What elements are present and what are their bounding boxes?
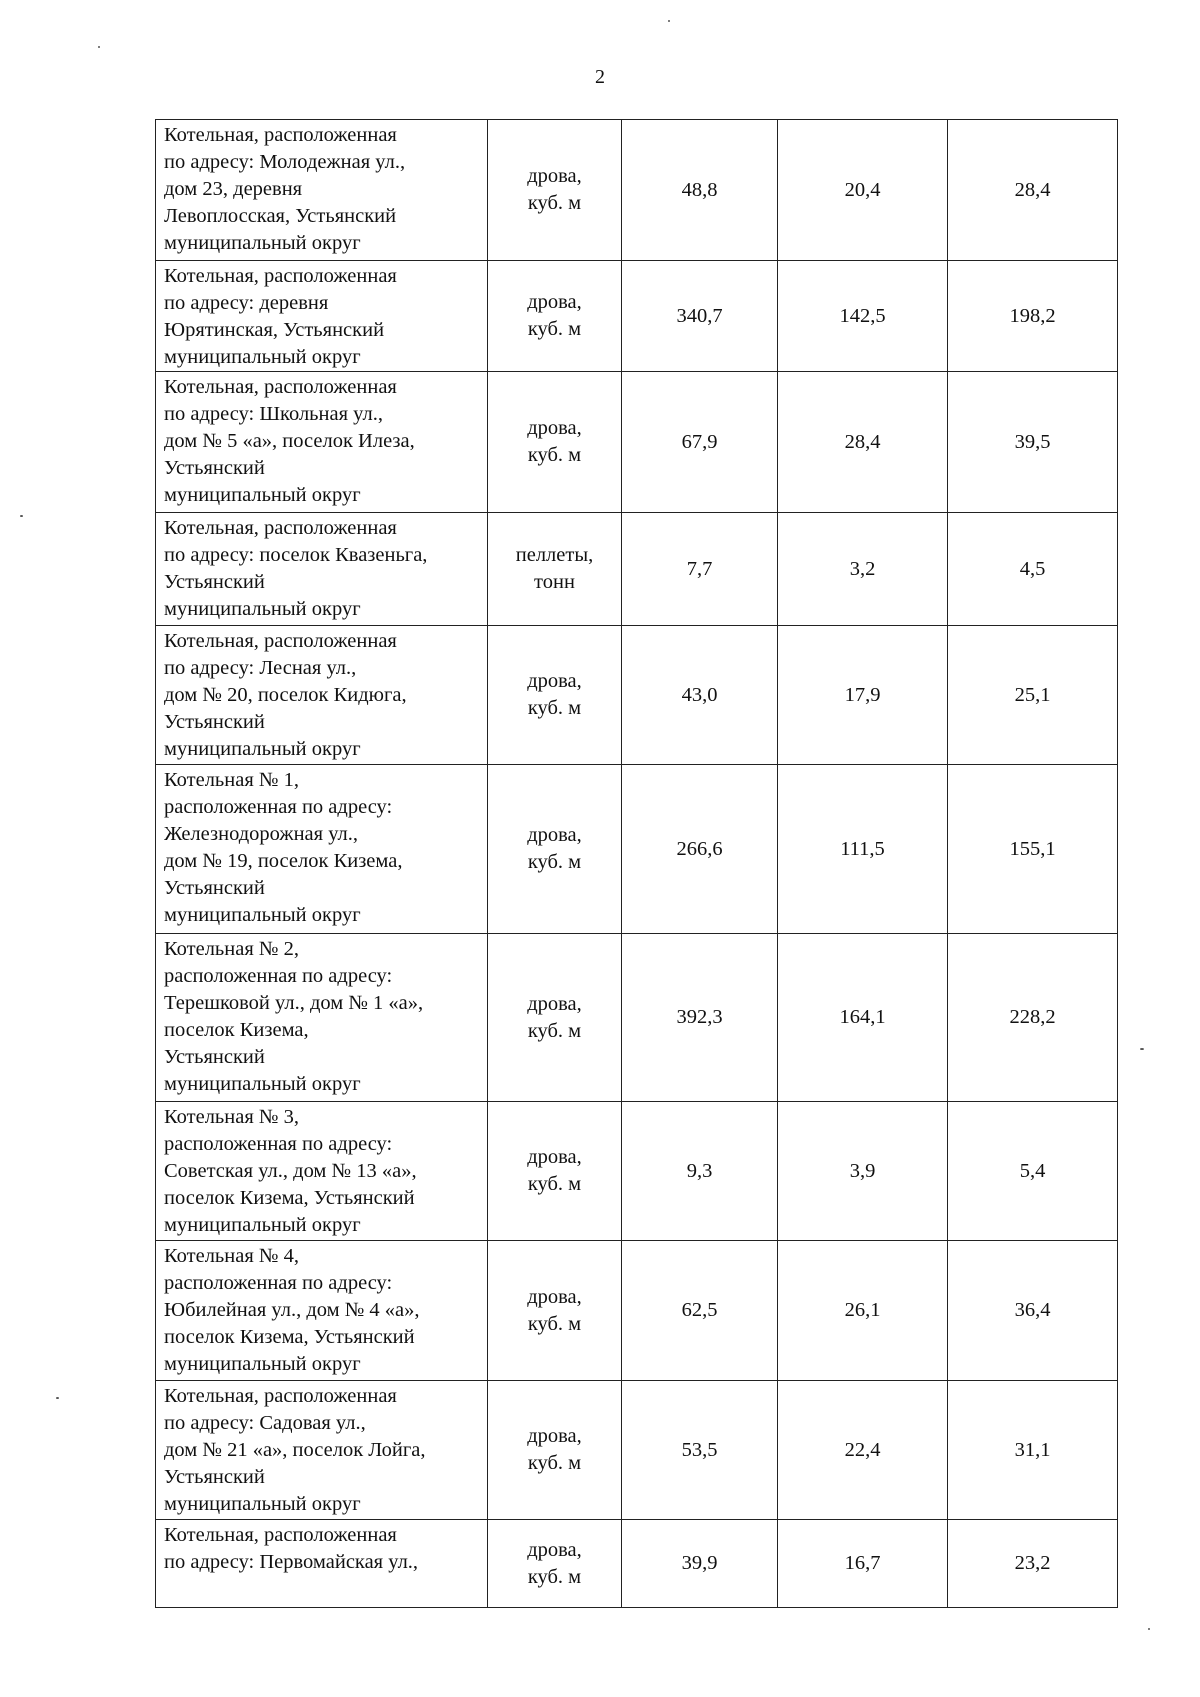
value-cell-2: 17,9 — [778, 626, 948, 765]
boiler-name-line: Котельная № 2, — [164, 938, 299, 960]
table-row — [156, 1102, 1118, 1241]
boiler-name-cell — [156, 765, 488, 934]
boiler-name-line: поселок Кизема, Устьянский — [164, 1326, 415, 1348]
value-cell-2: 20,4 — [778, 120, 948, 261]
table-row — [156, 1520, 1118, 1608]
boiler-name-line: Железнодорожная ул., — [164, 823, 359, 845]
value-cell-2: 26,1 — [778, 1241, 948, 1381]
fuel-unit-line: куб. м — [527, 318, 582, 340]
fuel-unit-line: дрова, — [527, 670, 582, 692]
scan-speck — [1148, 1628, 1150, 1630]
fuel-unit-cell — [488, 765, 622, 934]
fuel-unit-line: пеллеты, — [515, 544, 594, 566]
fuel-unit-cell — [488, 513, 622, 626]
scan-speck — [1140, 1048, 1144, 1050]
value-cell-2: 3,9 — [778, 1102, 948, 1241]
table-row — [156, 1381, 1118, 1520]
boiler-name-line: муниципальный округ — [164, 598, 361, 620]
boiler-name-line: Устьянский — [164, 571, 265, 593]
boiler-name-line: расположенная по адресу: — [164, 796, 393, 818]
boiler-name-line: дом № 19, поселок Кизема, — [164, 850, 403, 872]
scan-speck — [56, 1397, 59, 1399]
fuel-unit-line: дрова, — [527, 1538, 582, 1561]
value-cell-1: 53,5 — [622, 1381, 778, 1520]
fuel-unit-cell — [488, 626, 622, 765]
boiler-name-line: муниципальный округ — [164, 484, 361, 506]
value-cell-1: 62,5 — [622, 1241, 778, 1381]
value-cell-2: 22,4 — [778, 1381, 948, 1520]
boiler-name-line: Устьянский — [164, 457, 265, 479]
boiler-name-cell — [156, 1102, 488, 1241]
fuel-unit-cell — [488, 1381, 622, 1520]
boiler-name-line: муниципальный округ — [164, 232, 361, 254]
boiler-name-line: муниципальный округ — [164, 738, 361, 760]
boiler-name-line: муниципальный округ — [164, 1214, 361, 1236]
boiler-name-line: расположенная по адресу: — [164, 965, 393, 987]
boiler-name-cell — [156, 934, 488, 1102]
boiler-name-line: дом № 5 «а», поселок Илеза, — [164, 430, 415, 452]
boiler-name-line: Котельная, расположенная — [164, 376, 397, 398]
value-cell-3: 31,1 — [948, 1381, 1118, 1520]
boiler-fuel-table — [155, 119, 1118, 1608]
fuel-unit-cell — [488, 120, 622, 261]
fuel-unit-line: дрова, — [527, 291, 582, 313]
value-cell-2: 164,1 — [778, 934, 948, 1102]
boiler-name-line: Устьянский — [164, 711, 265, 733]
boiler-name-line: по адресу: деревня — [164, 292, 329, 314]
table-row — [156, 513, 1118, 626]
fuel-unit-line: дрова, — [527, 1285, 582, 1308]
value-cell-1: 266,6 — [622, 765, 778, 934]
fuel-unit-line: дрова, — [527, 1425, 582, 1447]
value-cell-2: 28,4 — [778, 372, 948, 513]
table-row — [156, 765, 1118, 934]
boiler-name-line: по адресу: Первомайская ул., — [164, 1551, 419, 1573]
boiler-name-line: муниципальный округ — [164, 1353, 361, 1375]
value-cell-3: 228,2 — [948, 934, 1118, 1102]
fuel-unit-cell — [488, 1520, 622, 1608]
fuel-unit-line: куб. м — [527, 697, 582, 719]
boiler-name-line: Котельная, расположенная — [164, 630, 397, 652]
boiler-name-cell — [156, 1520, 488, 1608]
boiler-name-cell — [156, 513, 488, 626]
boiler-name-line: дом 23, деревня — [164, 178, 303, 200]
value-cell-1: 43,0 — [622, 626, 778, 765]
value-cell-3: 155,1 — [948, 765, 1118, 934]
fuel-unit-line: куб. м — [527, 444, 582, 466]
boiler-name-line: расположенная по адресу: — [164, 1133, 393, 1155]
boiler-name-line: Устьянский — [164, 1046, 265, 1068]
boiler-name-line: муниципальный округ — [164, 1073, 361, 1095]
value-cell-3: 39,5 — [948, 372, 1118, 513]
value-cell-3: 36,4 — [948, 1241, 1118, 1381]
scan-speck — [20, 515, 23, 517]
boiler-name-line: Устьянский — [164, 877, 265, 899]
boiler-name-line: муниципальный округ — [164, 904, 361, 926]
fuel-unit-line: дрова, — [527, 1146, 582, 1168]
scan-speck — [98, 46, 100, 48]
boiler-name-line: Юрятинская, Устьянский — [164, 319, 385, 341]
boiler-name-line: Левоплосская, Устьянский — [164, 205, 397, 227]
boiler-name-line: Советская ул., дом № 13 «а», — [164, 1160, 417, 1182]
scan-speck — [668, 20, 670, 22]
value-cell-1: 340,7 — [622, 261, 778, 372]
value-cell-1: 7,7 — [622, 513, 778, 626]
table-row — [156, 372, 1118, 513]
value-cell-1: 67,9 — [622, 372, 778, 513]
value-cell-3: 23,2 — [948, 1520, 1118, 1608]
boiler-name-line: Терешковой ул., дом № 1 «а», — [164, 992, 424, 1014]
boiler-name-line: дом № 21 «а», поселок Лойга, — [164, 1439, 426, 1461]
fuel-unit-line: куб. м — [527, 1173, 582, 1195]
boiler-name-line: по адресу: поселок Квазеньга, — [164, 544, 428, 566]
boiler-name-cell — [156, 261, 488, 372]
boiler-name-line: расположенная по адресу: — [164, 1272, 393, 1294]
value-cell-1: 39,9 — [622, 1520, 778, 1608]
table-row — [156, 120, 1118, 261]
fuel-unit-line: куб. м — [527, 1019, 582, 1042]
table-row — [156, 934, 1118, 1102]
fuel-unit-line: дрова, — [527, 824, 582, 846]
boiler-name-line: Котельная, расположенная — [164, 124, 397, 146]
value-cell-2: 3,2 — [778, 513, 948, 626]
boiler-name-line: по адресу: Лесная ул., — [164, 657, 357, 679]
boiler-name-cell — [156, 1241, 488, 1381]
boiler-name-line: Котельная, расположенная — [164, 1524, 397, 1546]
boiler-name-line: дом № 20, поселок Кидюга, — [164, 684, 407, 706]
fuel-unit-line: дрова, — [527, 417, 582, 439]
fuel-unit-line: дрова, — [527, 992, 582, 1015]
boiler-name-line: Устьянский — [164, 1466, 265, 1488]
value-cell-3: 5,4 — [948, 1102, 1118, 1241]
value-cell-2: 142,5 — [778, 261, 948, 372]
table-body — [156, 120, 1118, 1608]
value-cell-1: 392,3 — [622, 934, 778, 1102]
boiler-name-cell — [156, 1381, 488, 1520]
boiler-name-line: поселок Кизема, — [164, 1019, 309, 1041]
fuel-unit-cell — [488, 1102, 622, 1241]
fuel-unit-line: куб. м — [527, 192, 582, 214]
value-cell-3: 4,5 — [948, 513, 1118, 626]
fuel-unit-line: куб. м — [527, 851, 582, 873]
boiler-name-cell — [156, 626, 488, 765]
value-cell-2: 111,5 — [778, 765, 948, 934]
boiler-name-line: Юбилейная ул., дом № 4 «а», — [164, 1299, 420, 1321]
value-cell-1: 9,3 — [622, 1102, 778, 1241]
fuel-unit-line: куб. м — [527, 1565, 582, 1588]
value-cell-3: 25,1 — [948, 626, 1118, 765]
table-row — [156, 1241, 1118, 1381]
boiler-name-line: Котельная № 3, — [164, 1106, 299, 1128]
fuel-unit-line: куб. м — [527, 1312, 582, 1335]
table-row — [156, 261, 1118, 372]
value-cell-3: 28,4 — [948, 120, 1118, 261]
fuel-unit-cell — [488, 261, 622, 372]
fuel-unit-line: куб. м — [527, 1452, 582, 1474]
fuel-unit-line: тонн — [534, 571, 575, 593]
boiler-name-line: по адресу: Молодежная ул., — [164, 151, 406, 173]
fuel-unit-line: дрова, — [527, 165, 582, 187]
boiler-name-cell — [156, 372, 488, 513]
boiler-name-line: Котельная, расположенная — [164, 1385, 397, 1407]
page-number: 2 — [595, 66, 605, 88]
table-row — [156, 626, 1118, 765]
boiler-name-cell — [156, 120, 488, 261]
value-cell-3: 198,2 — [948, 261, 1118, 372]
boiler-name-line: Котельная № 4, — [164, 1245, 299, 1267]
boiler-name-line: Котельная, расположенная — [164, 517, 397, 539]
value-cell-1: 48,8 — [622, 120, 778, 261]
boiler-name-line: Котельная № 1, — [164, 769, 299, 791]
boiler-name-line: поселок Кизема, Устьянский — [164, 1187, 415, 1209]
value-cell-2: 16,7 — [778, 1520, 948, 1608]
boiler-name-line: муниципальный округ — [164, 1493, 361, 1515]
boiler-name-line: по адресу: Садовая ул., — [164, 1412, 366, 1434]
fuel-unit-cell — [488, 372, 622, 513]
boiler-name-line: по адресу: Школьная ул., — [164, 403, 383, 425]
fuel-unit-cell — [488, 934, 622, 1102]
boiler-name-line: Котельная, расположенная — [164, 265, 397, 287]
fuel-unit-cell — [488, 1241, 622, 1381]
boiler-name-line: муниципальный округ — [164, 346, 361, 368]
